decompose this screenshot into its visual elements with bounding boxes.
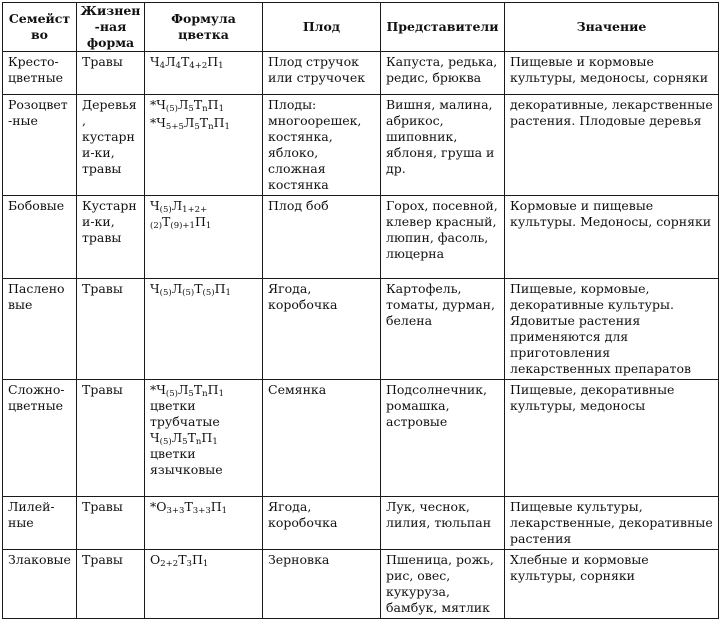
cell-representatives: Горох, посевной, клевер красный, люпин, фасоль, люцерна — [381, 196, 505, 279]
cell-life-form: Травы — [77, 380, 145, 497]
header-row — [3, 3, 719, 52]
cell-formula: $Ч_{(5)}Л_{(5)}Т_{(5)}П_1$ — [145, 279, 263, 380]
table-row — [3, 95, 719, 196]
cell-significance: Пищевые, кормовые, декоративные культуры. Ядовитые растения применяются для приготовления лекарственных препаратов — [505, 279, 719, 380]
table-row — [3, 52, 719, 95]
table-row — [3, 196, 719, 279]
cell-fruit: Плод стручок или стручочек — [263, 52, 381, 95]
cell-family: Лилей-ные — [3, 497, 77, 550]
cell-life-form: Кустарни-ки, травы — [77, 196, 145, 279]
cell-life-form: Травы — [77, 497, 145, 550]
cell-significance: декоративные, лекарственные растения. Плодовые деревья — [505, 95, 719, 196]
cell-significance: Пищевые, декоративные культуры, медоносы — [505, 380, 719, 497]
cell-formula: $Ч_{(5)}Л_{1+2+(2)}Т_{(9)+1}П_1$ — [145, 196, 263, 279]
cell-family: Злаковые — [3, 550, 77, 619]
cell-formula: $О_{2+2}Т_3П_1$ — [145, 550, 263, 619]
cell-life-form: Травы — [77, 52, 145, 95]
cell-formula: $*Ч_{(5)}Л_5Т_nП_1$ $*Ч_{5+5}Л_5Т_nП_1$ — [145, 95, 263, 196]
table-row — [3, 550, 719, 619]
plant-families-table — [2, 2, 719, 619]
cell-family: Розоцвет-ные — [3, 95, 77, 196]
table-container — [2, 2, 718, 619]
cell-representatives: Капуста, редька, редис, брюква — [381, 52, 505, 95]
cell-family: Кресто-цветные — [3, 52, 77, 95]
cell-formula: $*О_{3+3}Т_{3+3}П_1$ — [145, 497, 263, 550]
cell-family: Пасленовые — [3, 279, 77, 380]
cell-formula: $*Ч_{(5)}Л_5Т_nП_1$ цветки трубчатые $Ч_{(5)}Л_5Т_nП_1$ цветки язычковые — [145, 380, 263, 497]
header-significance: Значение — [505, 3, 719, 52]
cell-life-form: Травы — [77, 550, 145, 619]
cell-representatives: Пшеница, рожь, рис, овес, кукуруза, бамбук, мятлик — [381, 550, 505, 619]
cell-formula: $Ч_4Л_4Т_{4+2}П_1$ — [145, 52, 263, 95]
header-formula: Формула цветка — [145, 3, 263, 52]
cell-fruit: Семянка — [263, 380, 381, 497]
header-life-form: Жизнен-ная форма — [77, 3, 145, 52]
cell-fruit: Плоды: многоорешек, костянка, яблоко, сложная костянка — [263, 95, 381, 196]
cell-representatives: Подсолнечник, ромашка, астровые — [381, 380, 505, 497]
table-row — [3, 497, 719, 550]
cell-fruit: Ягода, коробочка — [263, 497, 381, 550]
cell-significance: Пищевые и кормовые культуры, медоносы, сорняки — [505, 52, 719, 95]
header-family: Семейство — [3, 3, 77, 52]
cell-fruit: Зерновка — [263, 550, 381, 619]
table-row — [3, 279, 719, 380]
cell-life-form: Травы — [77, 279, 145, 380]
cell-family: Бобовые — [3, 196, 77, 279]
table-row — [3, 380, 719, 497]
cell-fruit: Плод боб — [263, 196, 381, 279]
header-fruit: Плод — [263, 3, 381, 52]
cell-significance: Кормовые и пищевые культуры. Медоносы, сорняки — [505, 196, 719, 279]
header-representatives: Представители — [381, 3, 505, 52]
formula-note-tubular: цветки трубчатые — [150, 398, 220, 429]
cell-fruit: Ягода, коробочка — [263, 279, 381, 380]
cell-family: Сложно-цветные — [3, 380, 77, 497]
cell-significance: Пищевые культуры, лекарственные, декоративные растения — [505, 497, 719, 550]
cell-significance: Хлебные и кормовые культуры, сорняки — [505, 550, 719, 619]
formula-note-ligulate: цветки язычковые — [150, 446, 223, 477]
cell-representatives: Вишня, малина, абрикос, шиповник, яблоня, груша и др. — [381, 95, 505, 196]
cell-life-form: Деревья, кустарни-ки, травы — [77, 95, 145, 196]
cell-representatives: Картофель, томаты, дурман, белена — [381, 279, 505, 380]
cell-representatives: Лук, чеснок, лилия, тюльпан — [381, 497, 505, 550]
